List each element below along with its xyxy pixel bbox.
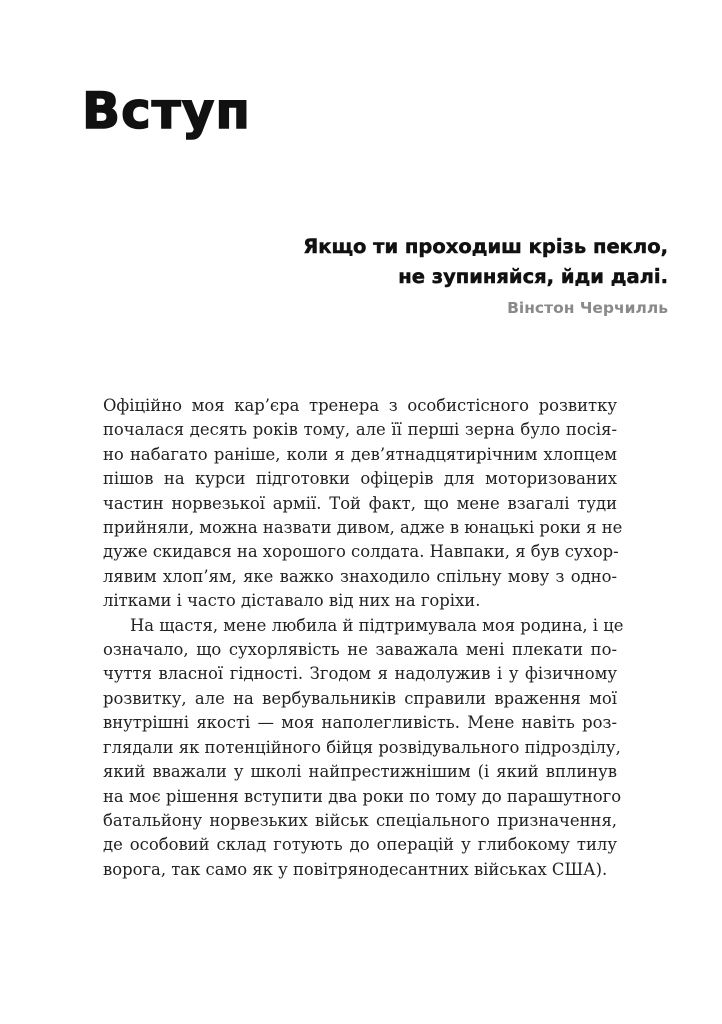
paragraph-line: На щастя, мене любила й підтримувала моя родина, і це — [130, 615, 624, 635]
paragraph-line: батальйону норвезьких військ спеціального призначення, — [103, 810, 617, 830]
paragraph-line: чуття власної гідності. Згодом я надолужив і у фізичному — [103, 664, 617, 684]
body-text — [103, 394, 624, 882]
paragraph-line: дуже скидався на хорошого солдата. Навпаки, я був сухор- — [103, 542, 619, 562]
paragraph-line: ворога, так само як у повітрянодесантних військах США). — [103, 859, 608, 879]
paragraph-line: літками і часто діставало від них на горіхи. — [103, 591, 481, 611]
paragraph — [103, 614, 624, 882]
epigraph-author: Вінстон Черчилль — [507, 299, 668, 317]
paragraph-line: де особовий склад готують до операцій у глибокому тилу — [103, 835, 617, 855]
paragraph-line: лявим хлоп’ям, яке важко знаходило спільну мову з одно- — [103, 566, 617, 586]
paragraph-line: пішов на курси підготовки офіцерів для моторизованих — [103, 469, 617, 489]
paragraph-line: частин норвезької армії. Той факт, що мене взагалі туди — [103, 493, 617, 513]
paragraph-line: на моє рішення вступити два роки по тому до парашутного — [103, 786, 622, 806]
paragraph-line: глядали як потенційного бійця розвідувального підрозділу, — [103, 737, 621, 757]
chapter-title: Вступ — [82, 82, 251, 140]
paragraph-line: означало, що сухорлявість не заважала мені плекати по- — [103, 640, 617, 660]
epigraph-quote-line: Якщо ти проходиш крізь пекло, — [303, 235, 668, 258]
paragraph-line: який вважали у школі найпрестижнішим (і який вплинув — [103, 762, 617, 782]
paragraph-line: но набагато раніше, коли я дев’ятнадцятирічним хлопцем — [103, 444, 617, 464]
epigraph — [303, 232, 668, 317]
paragraph-line: почалася десять років тому, але її перші зерна було посія- — [103, 420, 617, 440]
paragraph-line: внутрішні якості — моя наполегливість. Мене навіть роз- — [103, 713, 617, 733]
paragraph-line: Офіційно моя кар’єра тренера з особистісного розвитку — [103, 396, 617, 415]
paragraph — [103, 394, 623, 614]
paragraph-line: розвитку, але на вербувальників справили враження мої — [103, 688, 617, 708]
paragraph-line: прийняли, можна назвати дивом, адже в юнацькі роки я не — [103, 518, 623, 538]
epigraph-quote-line: не зупиняйся, йди далі. — [398, 265, 668, 288]
